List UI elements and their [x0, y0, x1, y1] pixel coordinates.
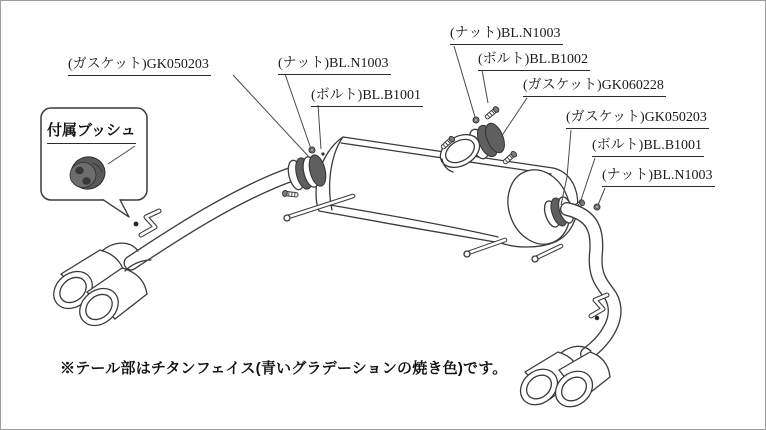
callout-gasket-left: (ガスケット)GK050203 [68, 58, 211, 76]
right-tail-tips [513, 346, 610, 414]
callout-bolt-top: (ボルト)BL.B1002 [478, 53, 590, 71]
left-pipe [131, 173, 295, 263]
right-tail-pipe [567, 209, 615, 354]
callout-gasket-center: (ガスケット)GK060228 [523, 79, 666, 97]
callout-gasket-right: (ガスケット)GK050203 [566, 111, 709, 129]
callout-bolt-mid: (ボルト)BL.B1001 [311, 89, 423, 107]
callout-nut-mid: (ナット)BL.N1003 [278, 57, 391, 75]
tail-finish-note: ※テール部はチタンフェイス(青いグラデーションの焼き色)です。 [60, 360, 508, 377]
left-pipe-hanger [134, 211, 159, 235]
callout-nut-top: (ナット)BL.N1003 [450, 27, 563, 45]
callout-nut-right: (ナット)BL.N1003 [602, 169, 715, 187]
inset-box-title: 付属ブッシュ [47, 119, 136, 144]
callout-bolt-right: (ボルト)BL.B1001 [592, 139, 704, 157]
